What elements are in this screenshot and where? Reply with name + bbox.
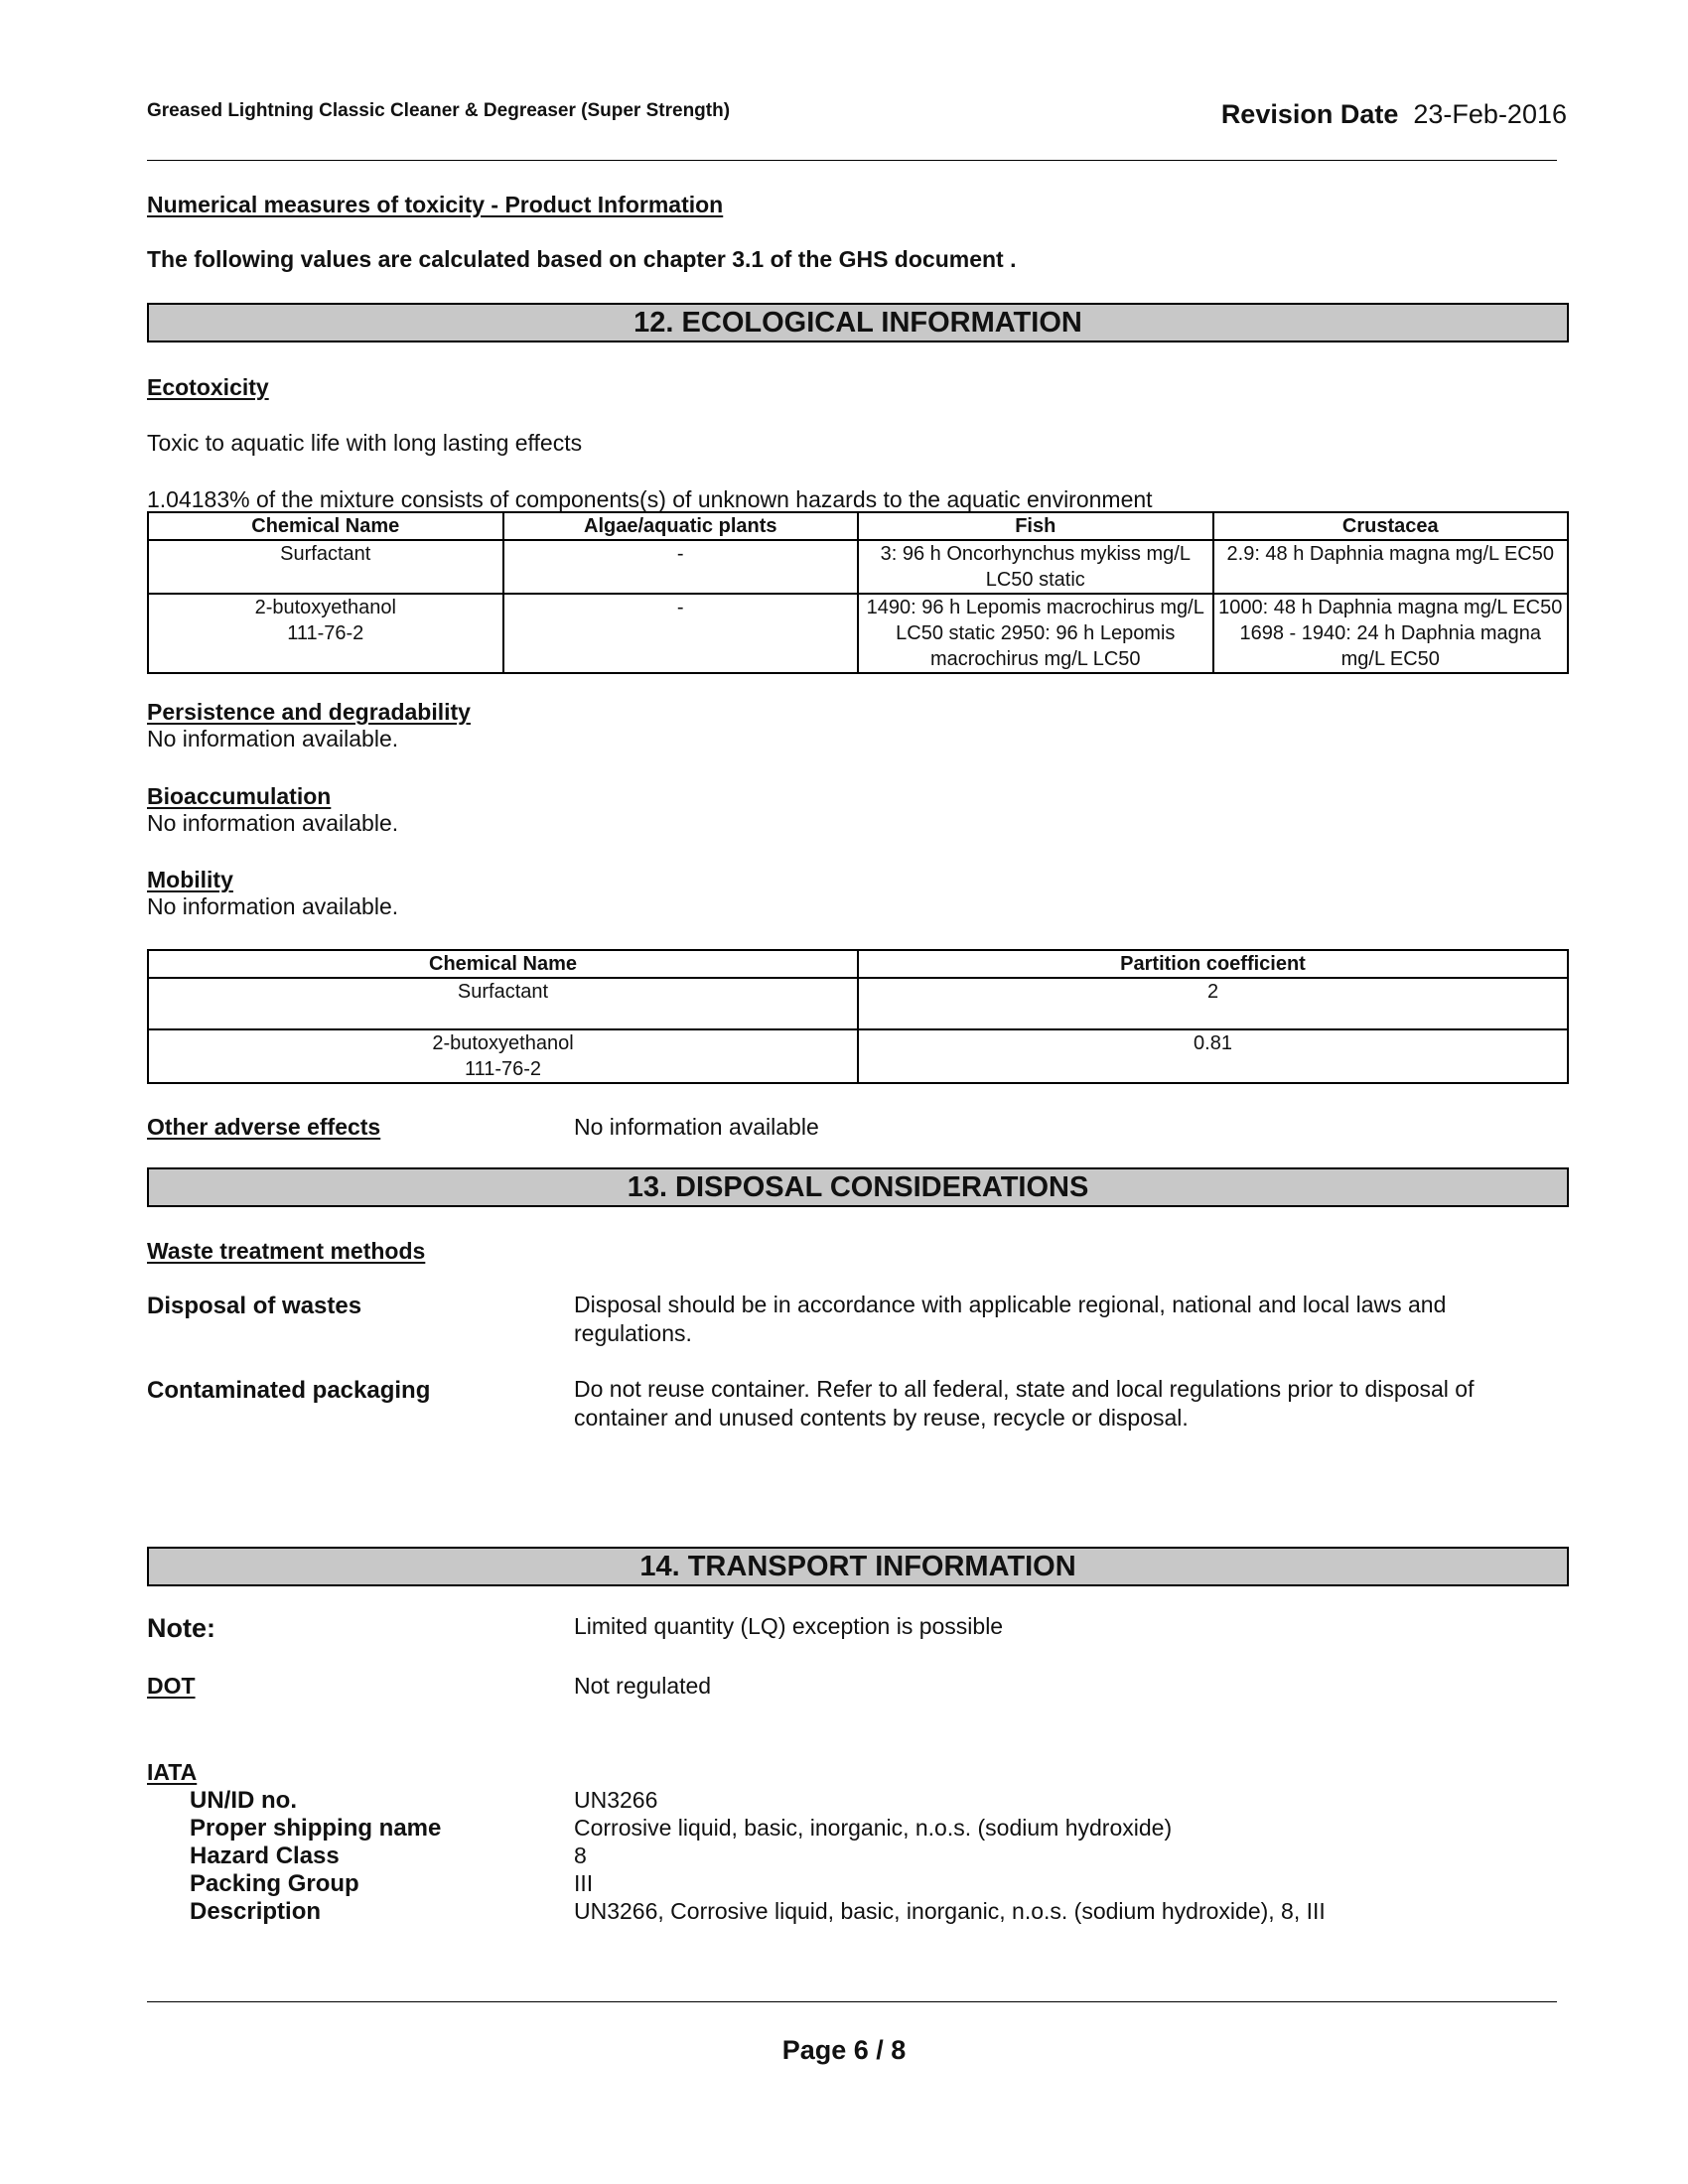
table-row xyxy=(148,978,1568,1029)
packaging-value: Do not reuse container. Refer to all federal, state and local regulations prior to disposal of container and unused contents by reuse, recycle or disposal. xyxy=(574,1376,1475,1431)
bioaccumulation-text: No information available. xyxy=(147,810,399,836)
chemical-name-cell xyxy=(148,1029,858,1083)
ecotoxicity-heading: Ecotoxicity xyxy=(147,374,269,400)
shipping-name-value: Corrosive liquid, basic, inorganic, n.o.s. (sodium hydroxide) xyxy=(574,1815,1173,1841)
table-row xyxy=(148,1029,1568,1083)
algae-cell: - xyxy=(503,540,859,594)
packing-group-label: Packing Group xyxy=(190,1870,359,1897)
unid-label: UN/ID no. xyxy=(190,1787,297,1814)
algae-cell: - xyxy=(503,594,859,673)
column-header: Partition coefficient xyxy=(858,950,1568,978)
page-number: Page 6 / 8 xyxy=(781,2035,907,2065)
column-header: Chemical Name xyxy=(148,512,503,540)
chemical-name-cell: Surfactant xyxy=(148,978,858,1029)
chemical-name: Surfactant xyxy=(280,543,371,565)
ecotoxicity-table xyxy=(147,511,1569,674)
partition-coefficient-cell: 0.81 xyxy=(858,1029,1568,1083)
revision-date xyxy=(1221,99,1567,130)
product-title: Greased Lightning Classic Cleaner & Degreaser (Super Strength) xyxy=(147,100,731,121)
description-value: UN3266, Corrosive liquid, basic, inorganic, n.o.s. (sodium hydroxide), 8, III xyxy=(574,1898,1326,1924)
description-label: Description xyxy=(190,1898,322,1925)
mixture-note: 1.04183% of the mixture consists of components(s) of unknown hazards to the aquatic environment xyxy=(147,486,1153,512)
chemical-name: 2-butoxyethanol xyxy=(432,1032,574,1054)
mobility-text: No information available. xyxy=(147,893,399,919)
disposal-value: Disposal should be in accordance with applicable regional, national and local laws and regulations. xyxy=(574,1292,1447,1346)
table-header-row xyxy=(148,950,1568,978)
fish-cell: 3: 96 h Oncorhynchus mykiss mg/L LC50 static xyxy=(858,540,1213,594)
chemical-name-cell xyxy=(148,594,503,673)
cas-number: 111-76-2 xyxy=(287,622,364,644)
table-row xyxy=(148,540,1568,594)
mobility-heading: Mobility xyxy=(147,867,233,892)
dot-value: Not regulated xyxy=(574,1673,712,1699)
persistence-heading: Persistence and degradability xyxy=(147,699,471,725)
footer-divider xyxy=(147,2001,1557,2002)
bioaccumulation-heading: Bioaccumulation xyxy=(147,783,332,809)
note-value: Limited quantity (LQ) exception is possible xyxy=(574,1613,1004,1639)
ecotoxicity-text: Toxic to aquatic life with long lasting effects xyxy=(147,430,583,456)
column-header: Crustacea xyxy=(1213,512,1568,540)
revision-label: Revision Date xyxy=(1220,99,1399,129)
toxicity-note: The following values are calculated based on chapter 3.1 of the GHS document . xyxy=(147,246,1017,272)
partition-coefficient-cell: 2 xyxy=(858,978,1568,1029)
revision-date-value: 23-Feb-2016 xyxy=(1413,99,1567,129)
hazard-class-value: 8 xyxy=(574,1843,587,1868)
iata-heading: IATA xyxy=(147,1759,198,1785)
note-label: Note: xyxy=(147,1613,215,1643)
crustacea-cell: 2.9: 48 h Daphnia magna mg/L EC50 xyxy=(1213,540,1568,594)
chemical-name: 2-butoxyethanol xyxy=(254,597,396,618)
persistence-text: No information available. xyxy=(147,726,399,751)
header-divider xyxy=(147,160,1557,161)
chemical-name-cell xyxy=(148,540,503,594)
waste-treatment-heading: Waste treatment methods xyxy=(147,1238,426,1264)
table-header-row xyxy=(148,512,1568,540)
section-13-title: 13. DISPOSAL CONSIDERATIONS xyxy=(147,1167,1569,1207)
cas-number: 111-76-2 xyxy=(464,1058,542,1080)
section-14-title: 14. TRANSPORT INFORMATION xyxy=(147,1547,1569,1586)
dot-label: DOT xyxy=(147,1673,196,1699)
other-effects-label: Other adverse effects xyxy=(147,1114,381,1140)
crustacea-cell: 1000: 48 h Daphnia magna mg/L EC50 1698 - 1940: 24 h Daphnia magna mg/L EC50 xyxy=(1213,594,1568,673)
partition-table xyxy=(147,949,1569,1084)
packing-group-value: III xyxy=(574,1870,594,1896)
shipping-name-label: Proper shipping name xyxy=(190,1815,442,1842)
other-effects-value: No information available xyxy=(574,1114,819,1140)
disposal-label: Disposal of wastes xyxy=(147,1293,362,1319)
packaging-label: Contaminated packaging xyxy=(147,1377,431,1404)
toxicity-heading: Numerical measures of toxicity - Product Information xyxy=(147,192,724,217)
fish-cell: 1490: 96 h Lepomis macrochirus mg/L LC50 static 2950: 96 h Lepomis macrochirus mg/L LC50 xyxy=(858,594,1213,673)
table-row xyxy=(148,594,1568,673)
column-header: Algae/aquatic plants xyxy=(503,512,859,540)
column-header: Fish xyxy=(858,512,1213,540)
unid-value: UN3266 xyxy=(574,1787,658,1813)
hazard-class-label: Hazard Class xyxy=(190,1843,340,1869)
section-12-title: 12. ECOLOGICAL INFORMATION xyxy=(147,303,1569,342)
column-header: Chemical Name xyxy=(148,950,858,978)
